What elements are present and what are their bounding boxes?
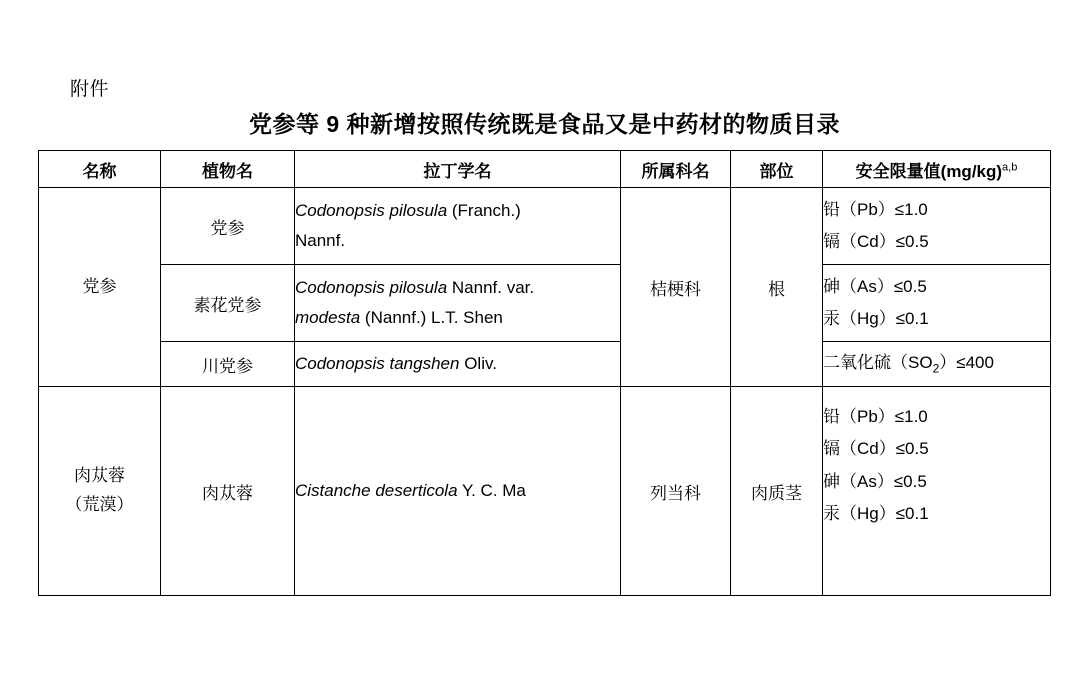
cell-plant-name-chuan-dangshen: 川党参: [161, 342, 295, 387]
cell-latin-roucongrong: [295, 387, 621, 596]
table-header-row: [39, 151, 1051, 188]
limit-lead: 铅（Pb）≤1.0: [823, 199, 928, 219]
limit-mercury: 汞（Hg）≤0.1: [823, 503, 929, 523]
column-header-name: 名称: [39, 151, 161, 188]
cell-family-liedangke: 列当科: [621, 387, 731, 596]
limit-arsenic: 砷（As）≤0.5: [823, 471, 927, 491]
latin-roman-part-2: (Nannf.) L.T. Shen: [360, 308, 503, 327]
column-header-plant-name: 植物名: [161, 151, 295, 188]
cell-limits-group-1: [823, 188, 1051, 265]
limit-arsenic: 砷（As）≤0.5: [823, 276, 927, 296]
attachment-label: 附件: [70, 79, 110, 100]
table-row: [39, 342, 1051, 387]
cell-name-roucongrong-line2: （荒漠）: [65, 495, 134, 514]
limit-lead: 铅（Pb）≤1.0: [823, 407, 928, 426]
cell-plant-name-roucongrong: 肉苁蓉: [161, 387, 295, 596]
cell-part-rouzhijing: 肉质茎: [731, 387, 823, 596]
latin-italic-part-2: modesta: [295, 308, 361, 327]
cell-name-roucongrong-line1: 肉苁蓉: [74, 466, 125, 486]
cell-plant-name-suhua-dangshen: 素花党参: [161, 265, 295, 342]
latin-italic-part: Cistanche deserticola: [295, 481, 458, 501]
limit-so2-suffix: ）≤400: [939, 353, 994, 373]
table-row: [39, 387, 1051, 596]
cell-name-dangshen: 党参: [39, 188, 161, 387]
latin-roman-part: (Franch.): [447, 201, 521, 221]
column-header-safety-limit: [823, 151, 1051, 188]
column-header-safety-limit-text: 安全限量值(mg/kg): [855, 161, 1003, 181]
cell-latin-dangshen: [295, 188, 621, 265]
column-header-family: 所属科名: [621, 151, 731, 188]
table-row: [39, 188, 1051, 265]
column-header-latin-name: 拉丁学名: [295, 151, 621, 188]
limit-sulfur-dioxide: [823, 347, 1050, 380]
latin-italic-part: Codonopsis tangshen: [295, 354, 460, 374]
cell-limits-group-2: [823, 265, 1051, 342]
column-header-part: 部位: [731, 151, 823, 188]
cell-part-gen: 根: [731, 188, 823, 387]
substance-catalog-table: [38, 150, 1051, 596]
cell-name-roucongrong: [39, 387, 161, 596]
latin-roman-part-2: Nannf.: [295, 231, 346, 250]
cell-limits-group-3: [823, 342, 1051, 387]
cell-limits-roucongrong: [823, 387, 1051, 596]
table-row: [39, 265, 1051, 342]
cell-latin-suhua-dangshen: [295, 265, 621, 342]
latin-roman-part: Oliv.: [459, 354, 497, 374]
cell-latin-chuan-dangshen: [295, 342, 621, 387]
cell-plant-name-dangshen: 党参: [161, 188, 295, 265]
column-header-safety-limit-footnote: a,b: [1002, 160, 1018, 173]
cell-family-jiegengke: 桔梗科: [621, 188, 731, 387]
limit-cadmium: 镉（Cd）≤0.5: [823, 439, 929, 459]
limit-cadmium: 镉（Cd）≤0.5: [823, 232, 929, 251]
limit-mercury: 汞（Hg）≤0.1: [823, 309, 929, 328]
limit-so2-prefix: 二氧化硫（SO: [823, 353, 933, 373]
latin-italic-part: Codonopsis pilosula: [295, 278, 448, 298]
latin-roman-part: Y. C. Ma: [457, 481, 526, 501]
page-title: 党参等 9 种新增按照传统既是食品又是中药材的物质目录: [248, 111, 841, 137]
limit-so2-subscript: 2: [932, 361, 940, 376]
latin-roman-part: Nannf. var.: [447, 278, 535, 298]
latin-italic-part: Codonopsis pilosula: [295, 201, 448, 221]
